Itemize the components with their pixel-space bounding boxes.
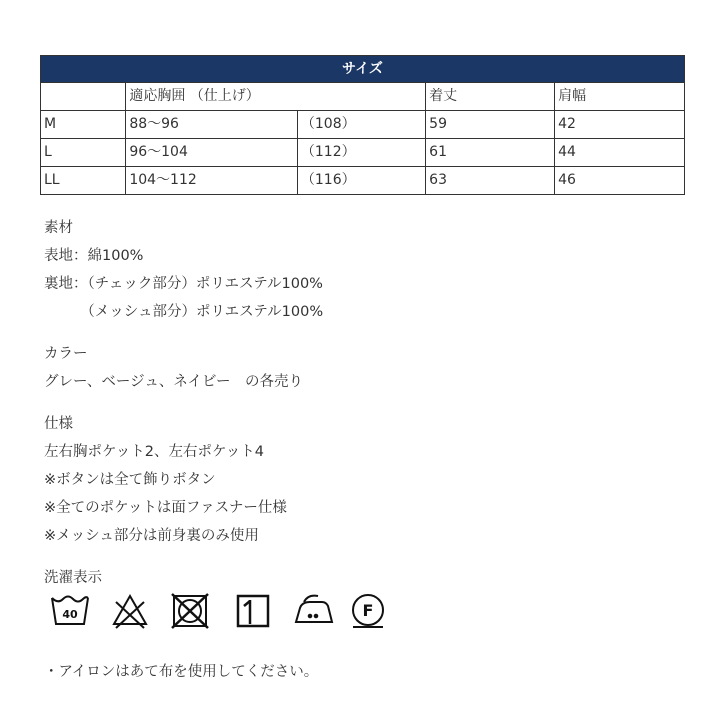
no-tumble-dry-icon bbox=[172, 594, 208, 628]
product-info bbox=[44, 214, 323, 592]
no-bleach-icon bbox=[114, 596, 146, 628]
table-row bbox=[41, 111, 685, 139]
shoulder-cell: 42 bbox=[555, 111, 685, 139]
header-cell-shoulder: 肩幅 bbox=[555, 83, 685, 111]
material-heading: 素材 bbox=[44, 220, 73, 236]
line-dry-icon bbox=[238, 596, 268, 626]
finished-cell: （112） bbox=[297, 139, 425, 167]
wash-temp-label: 40 bbox=[62, 608, 78, 621]
spec-line: ※全てのポケットは面ファスナー仕様 bbox=[44, 500, 287, 516]
header-cell-chest: 適応胸囲 （仕上げ） bbox=[126, 83, 426, 111]
header-cell-length: 着丈 bbox=[426, 83, 555, 111]
chest-cell: 96～104 bbox=[126, 139, 298, 167]
table-row bbox=[41, 139, 685, 167]
length-cell: 59 bbox=[426, 111, 555, 139]
spec-line: ※ボタンは全て飾りボタン bbox=[44, 472, 216, 488]
spec-line: ※メッシュ部分は前身裏のみ使用 bbox=[44, 528, 259, 544]
header-cell bbox=[41, 83, 126, 111]
spec-line: 左右胸ポケット2、左右ポケット4 bbox=[44, 444, 264, 460]
material-line: 裏地：（チェック部分）ポリエステル100% bbox=[44, 276, 323, 292]
spec-heading: 仕様 bbox=[44, 416, 73, 432]
length-cell: 63 bbox=[426, 167, 555, 195]
dry-clean-label: F bbox=[362, 601, 374, 620]
size-cell: L bbox=[41, 139, 126, 167]
finished-cell: （116） bbox=[297, 167, 425, 195]
care-heading: 洗濯表示 bbox=[44, 570, 102, 586]
iron-note: ・アイロンはあて布を使用してください。 bbox=[44, 664, 319, 680]
shoulder-cell: 44 bbox=[555, 139, 685, 167]
dry-clean-f-icon bbox=[353, 595, 383, 627]
finished-cell: （108） bbox=[297, 111, 425, 139]
chest-cell: 104～112 bbox=[126, 167, 298, 195]
color-heading: カラー bbox=[44, 346, 88, 362]
size-cell: M bbox=[41, 111, 126, 139]
iron-low-icon bbox=[296, 596, 332, 622]
table-row bbox=[41, 167, 685, 195]
care-icons bbox=[48, 590, 408, 634]
material-line: 表地：綿100% bbox=[44, 248, 144, 264]
size-table-title: サイズ bbox=[41, 56, 685, 83]
size-table-header-row bbox=[41, 83, 685, 111]
chest-cell: 88～96 bbox=[126, 111, 298, 139]
size-cell: LL bbox=[41, 167, 126, 195]
length-cell: 61 bbox=[426, 139, 555, 167]
size-table bbox=[40, 55, 685, 195]
color-line: グレー、ベージュ、ネイビー の各売り bbox=[44, 374, 303, 390]
material-line: （メッシュ部分）ポリエステル100% bbox=[44, 304, 324, 320]
wash-40-icon bbox=[52, 597, 88, 625]
shoulder-cell: 46 bbox=[555, 167, 685, 195]
